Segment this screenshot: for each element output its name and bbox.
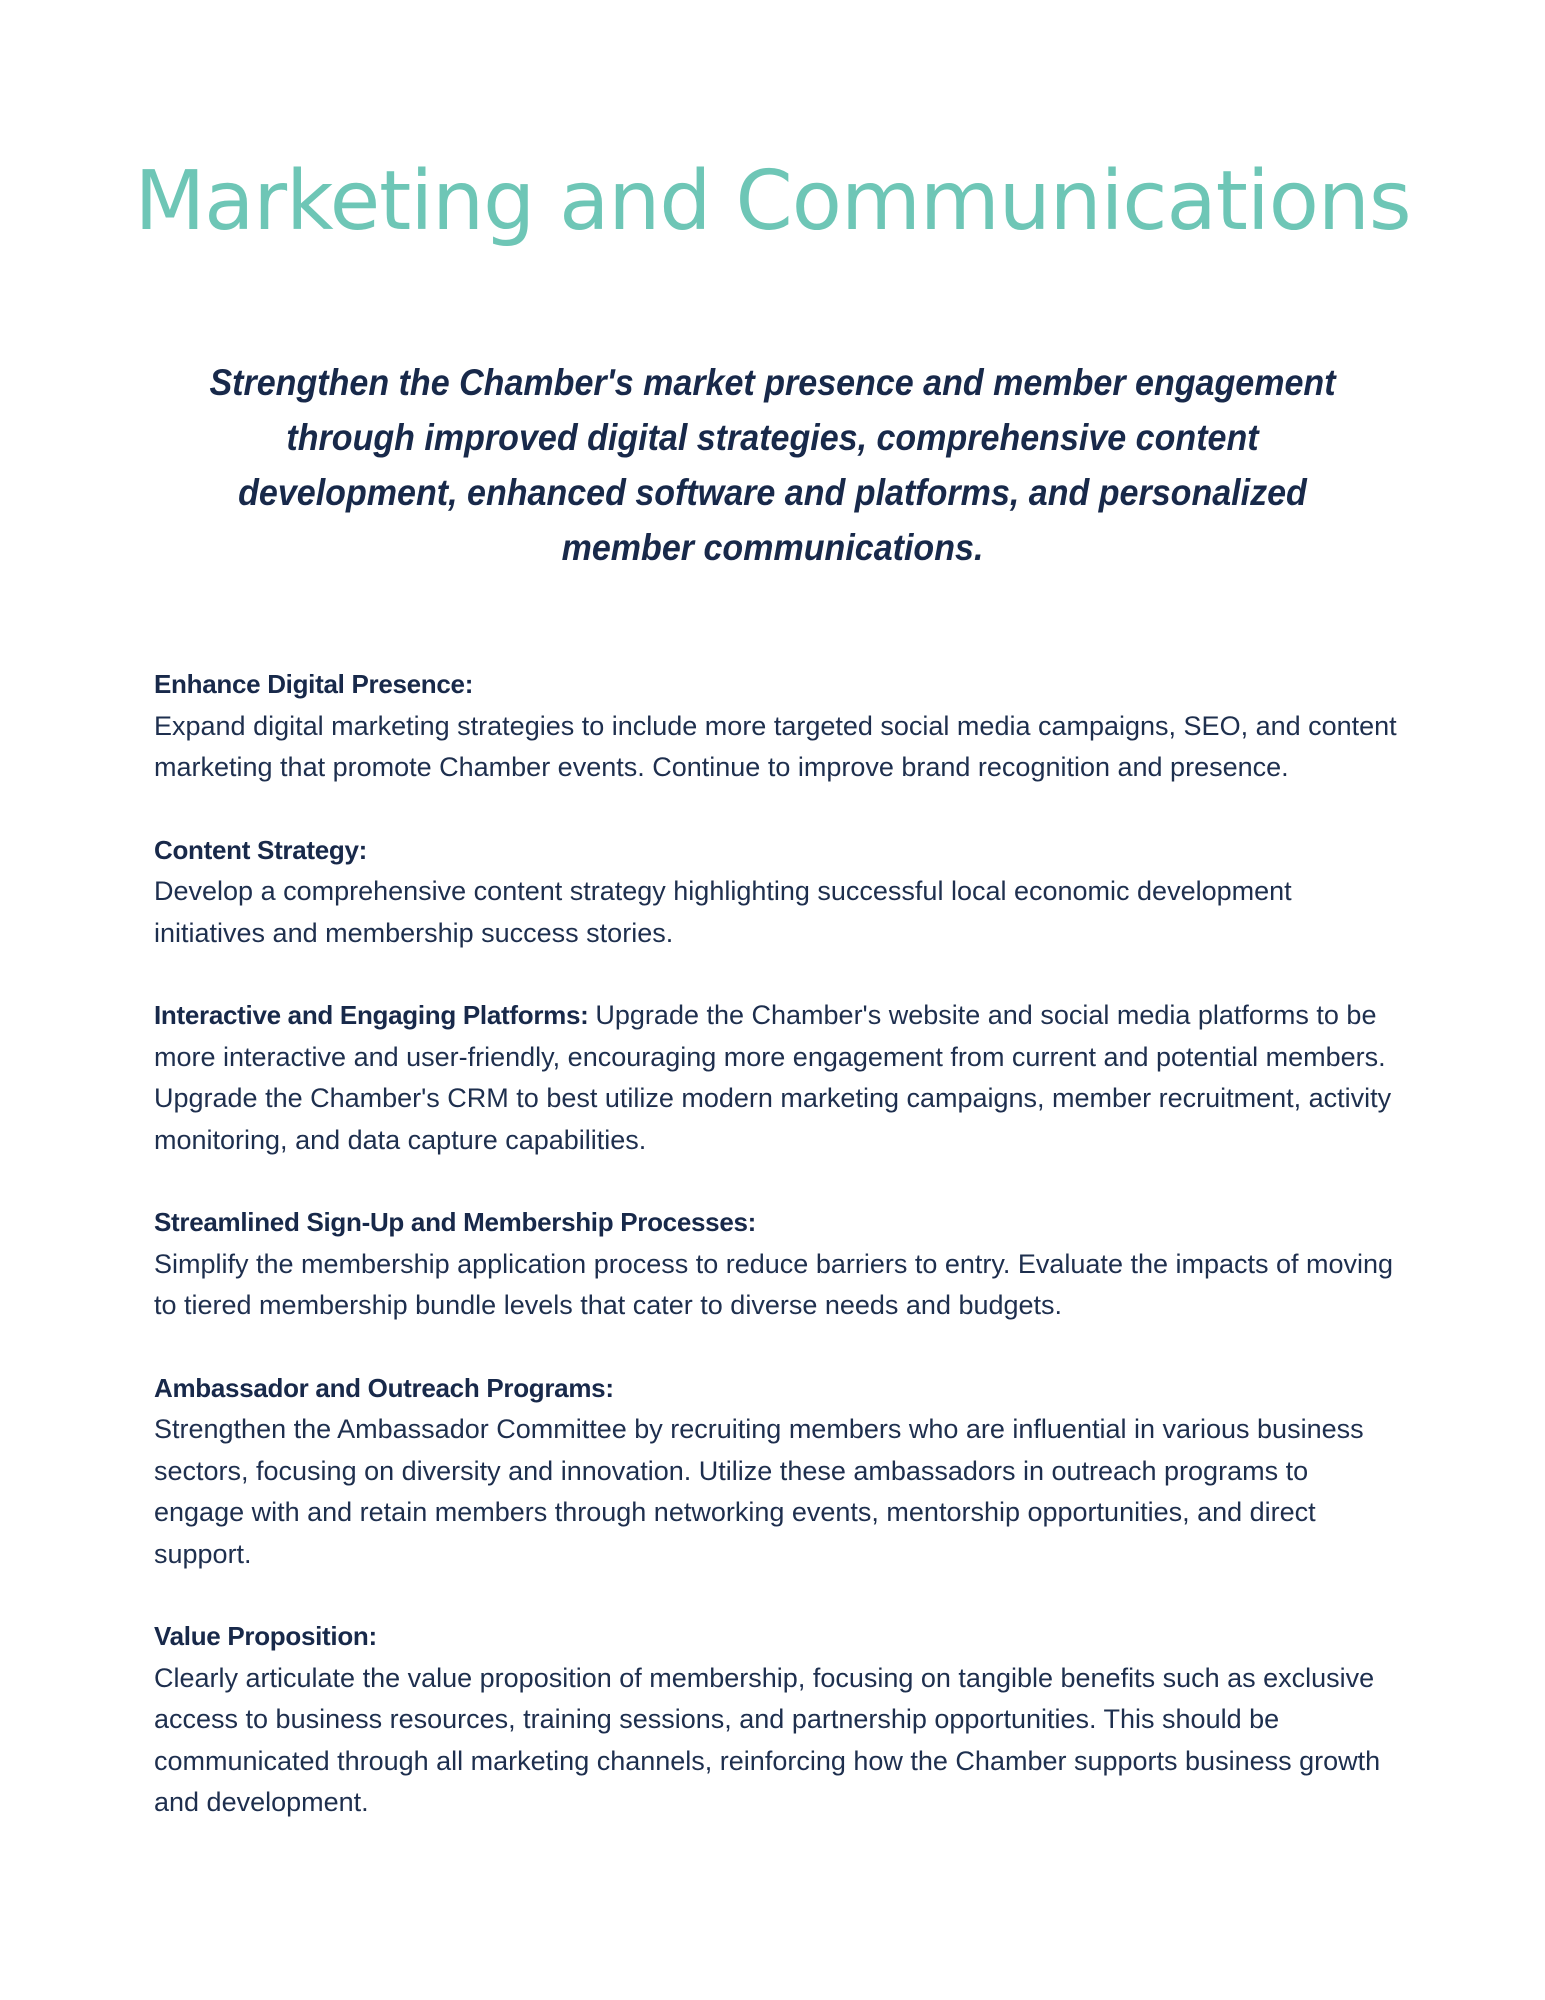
goal-body: Simplify the membership application process to reduce barriers to entry. Evaluate the impacts of moving to tiered membership bundle levels that cater to diverse needs and budgets. <box>154 1248 1394 1320</box>
goal-heading: Content Strategy: <box>154 834 368 865</box>
goal-body: Develop a comprehensive content strategy highlighting successful local economic development initiatives and membership success stories. <box>154 876 1292 948</box>
goal-interactive-platforms <box>154 995 1399 1161</box>
goal-heading: Streamlined Sign-Up and Membership Processes: <box>154 1207 756 1237</box>
goal-body: Clearly articulate the value proposition of membership, focusing on tangible benefits such as exclusive access to business resources, training sessions, and partnership opportunities. This should be communicated through all marketing channels, reinforcing how the Chamber supports business growth and development. <box>154 1662 1381 1817</box>
goal-body: Expand digital marketing strategies to include more targeted social media campaigns, SEO, and content marketing that promote Chamber events. Continue to improve brand recognition and presence. <box>154 710 1397 782</box>
goal-value-proposition <box>154 1616 1399 1824</box>
goal-heading: Ambassador and Outreach Programs: <box>154 1372 614 1403</box>
page-title: Marketing and Communications <box>134 154 1411 249</box>
goal-enhance-digital-presence <box>154 664 1399 789</box>
goal-streamlined-signup <box>154 1202 1399 1327</box>
mission-statement: Strengthen the Chamber's market presence and member engagement through improved digital strategies, comprehensive content development, enhanced software and platforms, and personalized member communications. <box>209 362 1336 568</box>
goal-body: Strengthen the Ambassador Committee by recruiting members who are influential in various business sectors, focusing on diversity and innovation. Utilize these ambassadors in outreach programs to engage with and retain members through networking events, mentorship opportunities, and direct support. <box>154 1414 1364 1569</box>
goal-body: Upgrade the Chamber's website and social media platforms to be more interactive and user-friendly, encouraging more engagement from current and potential members. Upgrade the Chamber's CRM to best utilize modern marketing campaigns, member recruitment, activity monitoring, and data capture capabilities. <box>154 1000 1392 1155</box>
goal-content-strategy <box>154 830 1399 955</box>
goal-heading: Value Proposition: <box>154 1621 377 1651</box>
goals-list <box>154 664 1399 1865</box>
goal-ambassador-outreach <box>154 1368 1399 1576</box>
goal-heading: Interactive and Engaging Platforms: <box>154 1000 596 1030</box>
goal-heading: Enhance Digital Presence: <box>154 669 474 699</box>
